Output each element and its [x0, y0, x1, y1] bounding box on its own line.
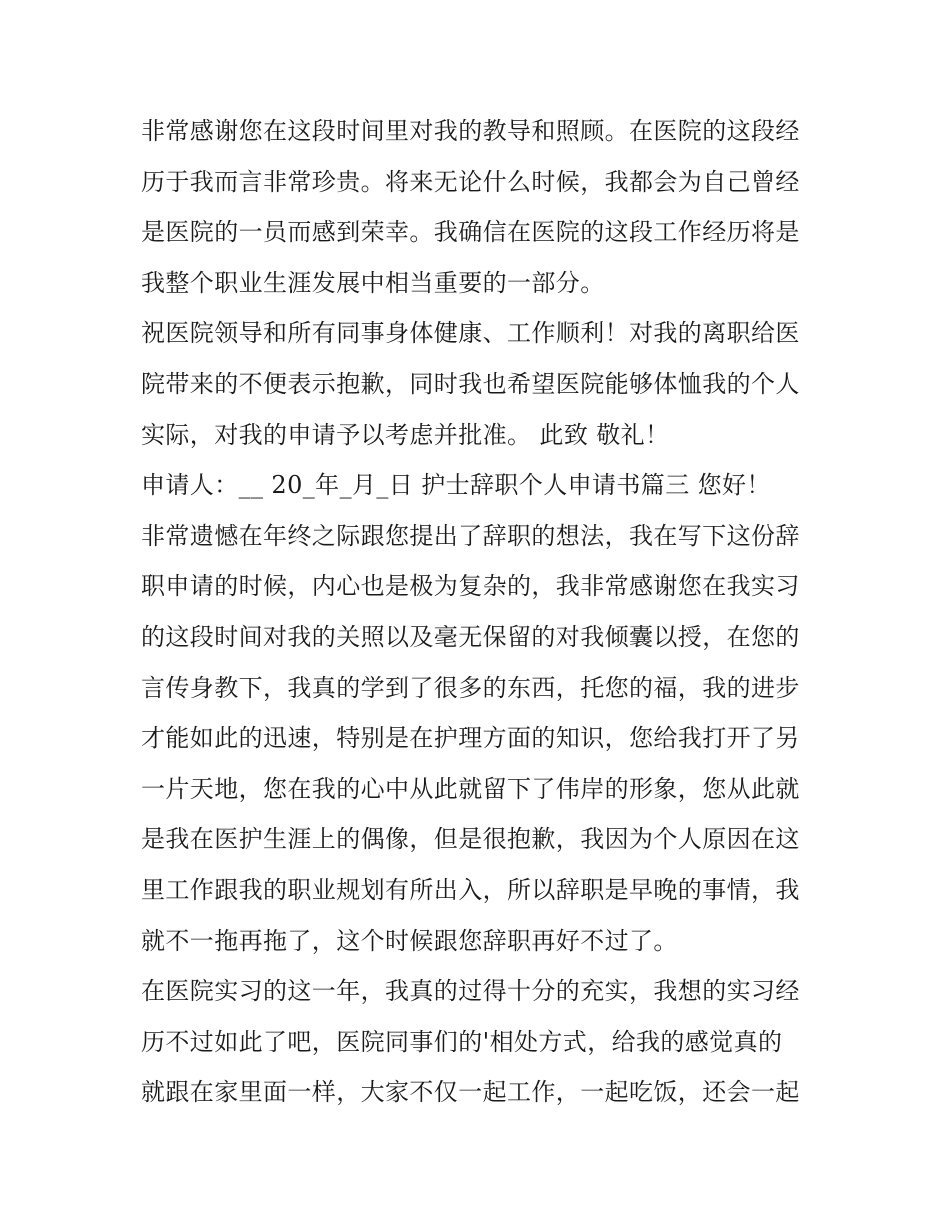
text-line: 非常遗憾在年终之际跟您提出了辞职的想法，我在写下这份辞 — [141, 521, 800, 550]
text-line: 非常感谢您在这段时间里对我的教导和照顾。在医院的这段经 — [141, 117, 800, 145]
text-line: 院带来的不便表示抱歉，同时我也希望医院能够体恤我的个人 — [141, 369, 800, 398]
text-line: 祝医院领导和所有同事身体健康、工作顺利！对我的离职给医 — [141, 319, 800, 348]
text-line: 的这段时间对我的关照以及毫无保留的对我倾囊以授，在您的 — [141, 622, 800, 651]
document-body — [141, 106, 821, 1118]
text-line: 在医院实习的这一年，我真的过得十分的充实，我想的实习经 — [141, 977, 800, 1006]
text-line: 才能如此的迅速，特别是在护理方面的知识，您给我打开了另 — [141, 724, 800, 753]
text-line: 是医院的一员而感到荣幸。我确信在医院的这段工作经历将是 — [141, 218, 800, 247]
text-line: 历不过如此了吧，医院同事们的'相处方式，给我的感觉真的 — [141, 1027, 783, 1056]
text-line: 历于我而言非常珍贵。将来无论什么时候，我都会为自己曾经 — [141, 167, 800, 196]
text-line: 是我在医护生涯上的偶像，但是很抱歉，我因为个人原因在这 — [141, 825, 800, 854]
text-line: 一片天地，您在我的心中从此就留下了伟岸的形象，您从此就 — [141, 774, 800, 803]
text-line: 里工作跟我的职业规划有所出入，所以辞职是早晚的事情，我 — [141, 875, 800, 904]
text-line: 实际，对我的申请予以考虑并批准。 此致 敬礼！ — [141, 420, 670, 449]
text-line: 职申请的时候，内心也是极为复杂的，我非常感谢您在我实习 — [141, 572, 800, 601]
text-line: 我整个职业生涯发展中相当重要的一部分。 — [141, 268, 605, 297]
text-line: 申请人：__ 20_年_月_日 护士辞职个人申请书篇三 您好！ — [141, 471, 771, 500]
text-line: 言传身教下，我真的学到了很多的东西，托您的福，我的进步 — [141, 673, 800, 702]
text-line: 就不一拖再拖了，这个时候跟您辞职再好不过了。 — [141, 926, 678, 955]
text-line: 就跟在家里面一样，大家不仅一起工作，一起吃饭，还会一起 — [141, 1078, 800, 1107]
